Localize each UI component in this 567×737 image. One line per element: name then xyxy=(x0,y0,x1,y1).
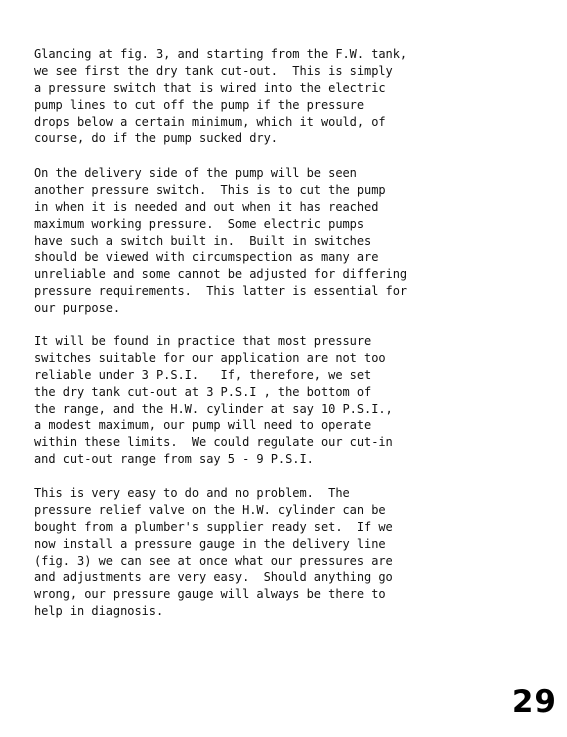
text-line: This is very easy to do and no problem. The xyxy=(34,486,350,500)
paragraph-dry-tank-cut-out xyxy=(34,46,534,147)
text-line: reliable under 3 P.S.I. If, therefore, we set xyxy=(34,367,372,382)
text-line: a pressure switch that is wired into the electric xyxy=(34,80,386,95)
text-line: have such a switch built in. Built in switches xyxy=(34,233,372,248)
text-line: pressure relief valve on the H.W. cylinder can be xyxy=(34,502,386,517)
paragraph-pressure-range xyxy=(34,333,534,468)
text-line: now install a pressure gauge in the delivery line xyxy=(34,536,386,551)
text-line: and adjustments are very easy. Should anything go xyxy=(34,570,393,585)
text-line: the range, and the H.W. cylinder at say 10 P.S.I., xyxy=(34,401,393,416)
text-line: another pressure switch. This is to cut the pump xyxy=(34,182,386,197)
text-line: bought from a plumber's supplier ready set. If we xyxy=(34,519,393,534)
text-line: a modest maximum, our pump will need to operate xyxy=(34,418,372,433)
paragraph-delivery-pressure-switch xyxy=(34,165,534,317)
text-line: in when it is needed and out when it has reached xyxy=(34,199,379,214)
text-line: should be viewed with circumspection as many are xyxy=(34,250,379,265)
paragraph-pressure-gauge xyxy=(34,485,534,620)
text-line: wrong, our pressure gauge will always be there to xyxy=(34,587,386,602)
text-line: we see first the dry tank cut-out. This is simply xyxy=(34,63,393,78)
text-line: the dry tank cut-out at 3 P.S.I , the bottom of xyxy=(34,384,372,399)
text-line: maximum working pressure. Some electric pumps xyxy=(34,216,365,231)
text-line: drops below a certain minimum, which it would, of xyxy=(34,114,386,129)
text-line: our purpose. xyxy=(34,301,121,316)
text-line: It will be found in practice that most pressure xyxy=(34,334,372,348)
text-line: help in diagnosis. xyxy=(34,604,164,619)
text-line: within these limits. We could regulate our cut-in xyxy=(34,435,393,450)
text-line: (fig. 3) we can see at once what our pressures are xyxy=(34,553,393,568)
page-number: 29 xyxy=(511,684,557,720)
text-line: switches suitable for our application are not too xyxy=(34,350,386,365)
text-line: and cut-out range from say 5 - 9 P.S.I. xyxy=(34,452,314,467)
text-line: On the delivery side of the pump will be seen xyxy=(34,166,357,180)
text-line: unreliable and some cannot be adjusted for differing xyxy=(34,267,408,282)
text-line: course, do if the pump sucked dry. xyxy=(34,131,278,146)
text-line: pump lines to cut off the pump if the pressure xyxy=(34,97,365,112)
text-line: Glancing at fig. 3, and starting from the F.W. tank, xyxy=(34,47,408,61)
text-line: pressure requirements. This latter is essential for xyxy=(34,284,408,299)
